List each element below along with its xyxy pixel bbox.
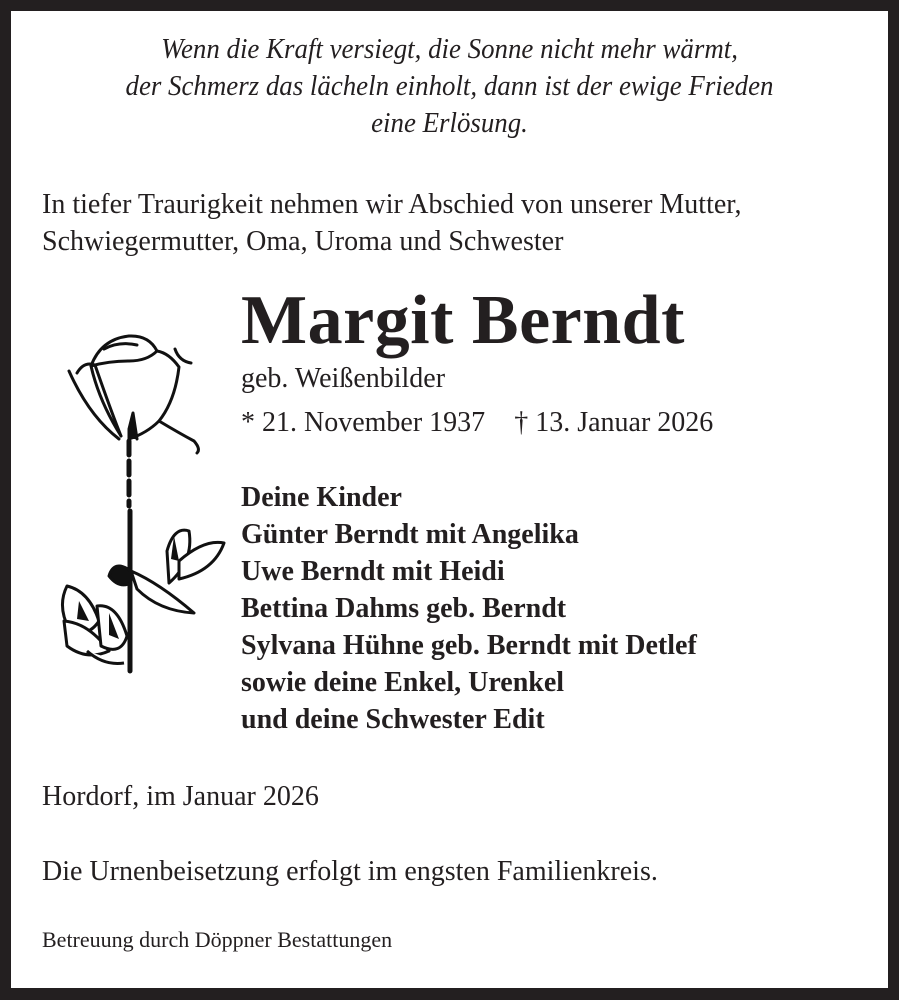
death-date: † 13. Januar 2026 xyxy=(514,407,714,438)
motto-line: Wenn die Kraft versiegt, die Sonne nicht mehr wärmt, xyxy=(161,34,738,65)
mourners-list xyxy=(241,479,697,738)
deceased-name: Margit Berndt xyxy=(241,282,685,359)
maiden-name: geb. Weißenbilder xyxy=(241,363,446,394)
burial-note: Die Urnenbeisetzung erfolgt im engsten Familienkreis. xyxy=(42,856,658,887)
funeral-home: Betreuung durch Döppner Bestattungen xyxy=(42,927,393,952)
mourner-line: und deine Schwester Edit xyxy=(241,704,545,735)
place-date: Hordorf, im Januar 2026 xyxy=(42,781,319,812)
mourner-line: Uwe Berndt mit Heidi xyxy=(241,556,505,587)
mourner-line: Sylvana Hühne geb. Berndt mit Detlef xyxy=(241,630,697,661)
mourner-line: Bettina Dahms geb. Berndt xyxy=(241,593,567,624)
mourner-line: Deine Kinder xyxy=(241,482,402,513)
intro-text xyxy=(42,186,742,260)
motto-line: eine Erlösung. xyxy=(371,108,528,139)
intro-line: Schwiegermutter, Oma, Uroma und Schwester xyxy=(42,226,564,257)
rose-icon xyxy=(29,321,229,676)
mourner-line: sowie deine Enkel, Urenkel xyxy=(241,667,565,698)
motto-line: der Schmerz das lächeln einholt, dann ist der ewige Frieden xyxy=(125,71,774,102)
mourner-line: Günter Berndt mit Angelika xyxy=(241,519,579,550)
motto-verse xyxy=(29,31,871,142)
obituary-card xyxy=(11,11,888,988)
intro-line: In tiefer Traurigkeit nehmen wir Abschied von unserer Mutter, xyxy=(42,189,742,220)
life-dates xyxy=(241,405,713,441)
birth-date: * 21. November 1937 xyxy=(241,407,486,438)
